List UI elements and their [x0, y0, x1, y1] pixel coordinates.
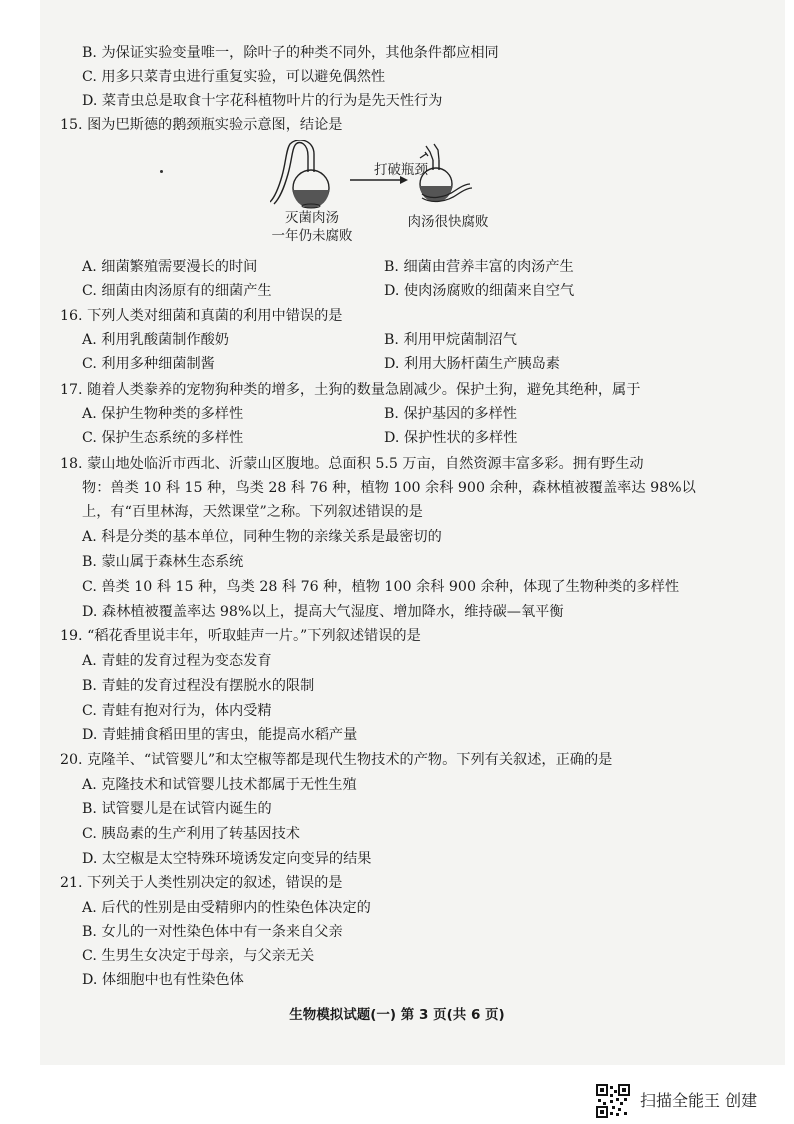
text-line: 上，有“百里林海，天然课堂”之称。下列叙述错误的是: [82, 504, 423, 520]
text-line: C. 生男生女决定于母亲，与父亲无关: [82, 948, 315, 964]
page-footer: 生物模拟试题(一) 第 3 页(共 6 页): [289, 1007, 505, 1023]
arrow-label: 打破瓶颈: [374, 162, 428, 178]
text-line: 15. 图为巴斯德的鹅颈瓶实验示意图，结论是: [60, 117, 343, 133]
text-line: C. 兽类 10 科 15 种，鸟类 28 科 76 种，植物 100 余科 900 余种，体现了生物种类的多样性: [82, 579, 680, 595]
text-line: D. 体细胞中也有性染色体: [82, 972, 244, 988]
option-right: B. 保护基因的多样性: [384, 406, 517, 422]
left-caption-line2: 一年仍未腐败: [271, 228, 353, 244]
option-right: D. 利用大肠杆菌生产胰岛素: [384, 356, 560, 372]
text-line: D. 太空椒是太空特殊环境诱发定向变异的结果: [82, 851, 372, 867]
option-left: A. 保护生物种类的多样性: [82, 406, 244, 422]
text-line: 17. 随着人类豢养的宠物狗种类的增多，土狗的数量急剧减少。保护土狗，避免其绝种，属于: [60, 382, 641, 398]
text-line: 20. 克隆羊、“试管婴儿”和太空椒等都是现代生物技术的产物。下列有关叙述，正确的是: [60, 752, 613, 768]
text-line: B. 为保证实验变量唯一，除叶子的种类不同外，其他条件都应相同: [82, 45, 499, 61]
text-line: B. 试管婴儿是在试管内诞生的: [82, 801, 272, 817]
text-line: D. 青蛙捕食稻田里的害虫，能提高水稻产量: [82, 727, 358, 743]
left-caption-line1: 灭菌肉汤: [285, 210, 339, 226]
text-line: B. 青蛙的发育过程没有摆脱水的限制: [82, 678, 315, 694]
right-caption: 肉汤很快腐败: [407, 214, 489, 230]
text-line: B. 蒙山属于森林生态系统: [82, 554, 244, 570]
text-line: 19. “稻花香里说丰年，听取蛙声一片。”下列叙述错误的是: [60, 628, 421, 644]
text-line: A. 后代的性别是由受精卵内的性染色体决定的: [82, 900, 371, 916]
text-line: C. 用多只菜青虫进行重复实验，可以避免偶然性: [82, 69, 386, 85]
text-line: D. 菜青虫总是取食十字花科植物叶片的行为是先天性行为: [82, 93, 443, 109]
option-right: B. 细菌由营养丰富的肉汤产生: [384, 259, 574, 275]
text-line: C. 胰岛素的生产利用了转基因技术: [82, 826, 300, 842]
option-right: B. 利用甲烷菌制沼气: [384, 332, 517, 348]
option-right: D. 使肉汤腐败的细菌来自空气: [384, 283, 575, 299]
swan-neck-flask-diagram: [270, 140, 510, 245]
text-line: C. 青蛙有抱对行为，体内受精: [82, 703, 272, 719]
option-left: C. 利用多种细菌制酱: [82, 356, 215, 372]
option-left: C. 保护生态系统的多样性: [82, 430, 244, 446]
option-left: A. 利用乳酸菌制作酸奶: [82, 332, 229, 348]
text-line: A. 克隆技术和试管婴儿技术都属于无性生殖: [82, 777, 357, 793]
text-line: B. 女儿的一对性染色体中有一条来自父亲: [82, 924, 343, 940]
text-line: 16. 下列人类对细菌和真菌的利用中错误的是: [60, 308, 343, 324]
text-line: 18. 蒙山地处临沂市西北、沂蒙山区腹地。总面积 5.5 万亩，自然资源丰富多彩。拥有野生动: [60, 456, 644, 472]
option-right: D. 保护性状的多样性: [384, 430, 518, 446]
text-line: 21. 下列关于人类性别决定的叙述，错误的是: [60, 875, 343, 891]
text-line: D. 森林植被覆盖率达 98%以上，提高大气湿度、增加降水，维持碳—氧平衡: [82, 604, 564, 620]
left-swan-neck-flask: [270, 140, 329, 208]
option-left: C. 细菌由肉汤原有的细菌产生: [82, 283, 272, 299]
qr-code-icon: [596, 1084, 630, 1118]
scanner-watermark: 扫描全能王 创建: [640, 1091, 758, 1110]
text-line: A. 青蛙的发育过程为变态发育: [82, 653, 272, 669]
option-left: A. 细菌繁殖需要漫长的时间: [82, 259, 258, 275]
text-line: A. 科是分类的基本单位，同种生物的亲缘关系是最密切的: [82, 529, 442, 545]
scan-speck: [160, 170, 163, 173]
text-line: 物：兽类 10 科 15 种，鸟类 28 科 76 种，植物 100 余科 900 余种，森林植被覆盖率达 98%以: [82, 480, 696, 496]
